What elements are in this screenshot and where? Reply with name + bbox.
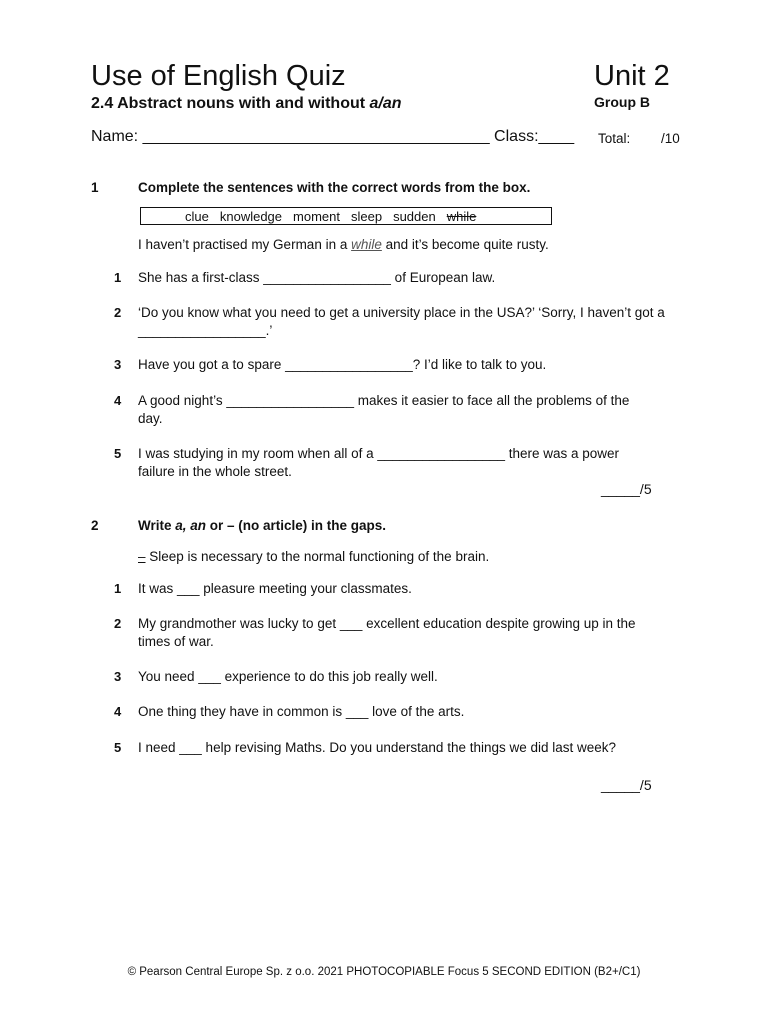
question-number: 1 [114,581,122,596]
section-1-number: 1 [91,180,99,195]
quiz-title: Use of English Quiz [91,60,346,92]
question-text: ‘Do you know what you need to get a university place in the USA?’ ‘Sorry, I haven’t got a _________________.’ [138,305,665,338]
section-1-example [138,236,549,254]
question-text: Have you got a to spare _________________? I’d like to talk to you. [138,357,547,372]
box-word: sudden [393,208,436,224]
section-2-instruction [138,518,386,533]
example-text-before: I haven’t practised my German in a [138,237,352,252]
unit-label: Unit 2 [594,60,670,92]
group-label: Group B [594,94,650,110]
question-text: I need ___ help revising Maths. Do you understand the things we did last week? [138,740,617,755]
quiz-subtitle [91,94,402,114]
subtitle-text: 2.4 Abstract nouns with and without [91,95,370,112]
question-number: 4 [114,704,122,719]
box-word: clue [185,208,209,224]
example-text-after: and it’s become quite rusty. [381,237,549,252]
question-number: 5 [114,740,122,755]
question-number: 1 [114,270,122,285]
question-number: 2 [114,616,122,631]
question-text: A good night’s _________________ makes it easier to face all the problems of the day. [138,393,630,426]
section-1-instruction: Complete the sentences with the correct words from the box. [138,180,531,195]
question-text: It was ___ pleasure meeting your classmates. [138,581,412,596]
instruction-text: Write [138,518,176,533]
instruction-italic: a, an [175,518,207,533]
question-text: One thing they have in common is ___ love of the arts. [138,704,465,719]
section-1-score: _____/5 [601,481,652,497]
question-number: 3 [114,357,122,372]
copyright-footer: © Pearson Central Europe Sp. z o.o. 2021 PHOTOCOPIABLE Focus 5 SECOND EDITION (B2+/C1) [127,966,641,978]
box-word-struck: while [446,208,477,224]
question-number: 4 [114,393,122,408]
question-number: 3 [114,669,122,684]
total-label: Total: [598,131,631,146]
box-word: knowledge [219,208,283,224]
section-2-score: _____/5 [601,777,652,793]
example-answer: while [351,237,382,252]
question-number: 2 [114,305,122,320]
question-text: I was studying in my room when all of a _________________ there was a power failure in the whole street. [138,446,620,479]
total-max: /10 [661,131,680,146]
box-word: moment [293,208,340,224]
question-text: My grandmother was lucky to get ___ excellent education despite growing up in the times of war. [138,616,636,649]
name-class-line: Name: _______________________________________ Class:____ [91,128,575,145]
box-word: sleep [350,208,383,224]
question-text: She has a first-class _________________ of European law. [138,270,496,285]
example-answer: – [138,549,146,564]
example-text: Sleep is necessary to the normal functioning of the brain. [145,549,490,564]
question-text: You need ___ experience to do this job really well. [138,669,438,684]
word-box [140,207,552,225]
instruction-text: or – (no article) in the gaps. [206,518,387,533]
section-2-example [138,548,489,566]
question-number: 5 [114,446,122,461]
section-2-number: 2 [91,518,99,533]
subtitle-italic: a/an [369,95,402,112]
